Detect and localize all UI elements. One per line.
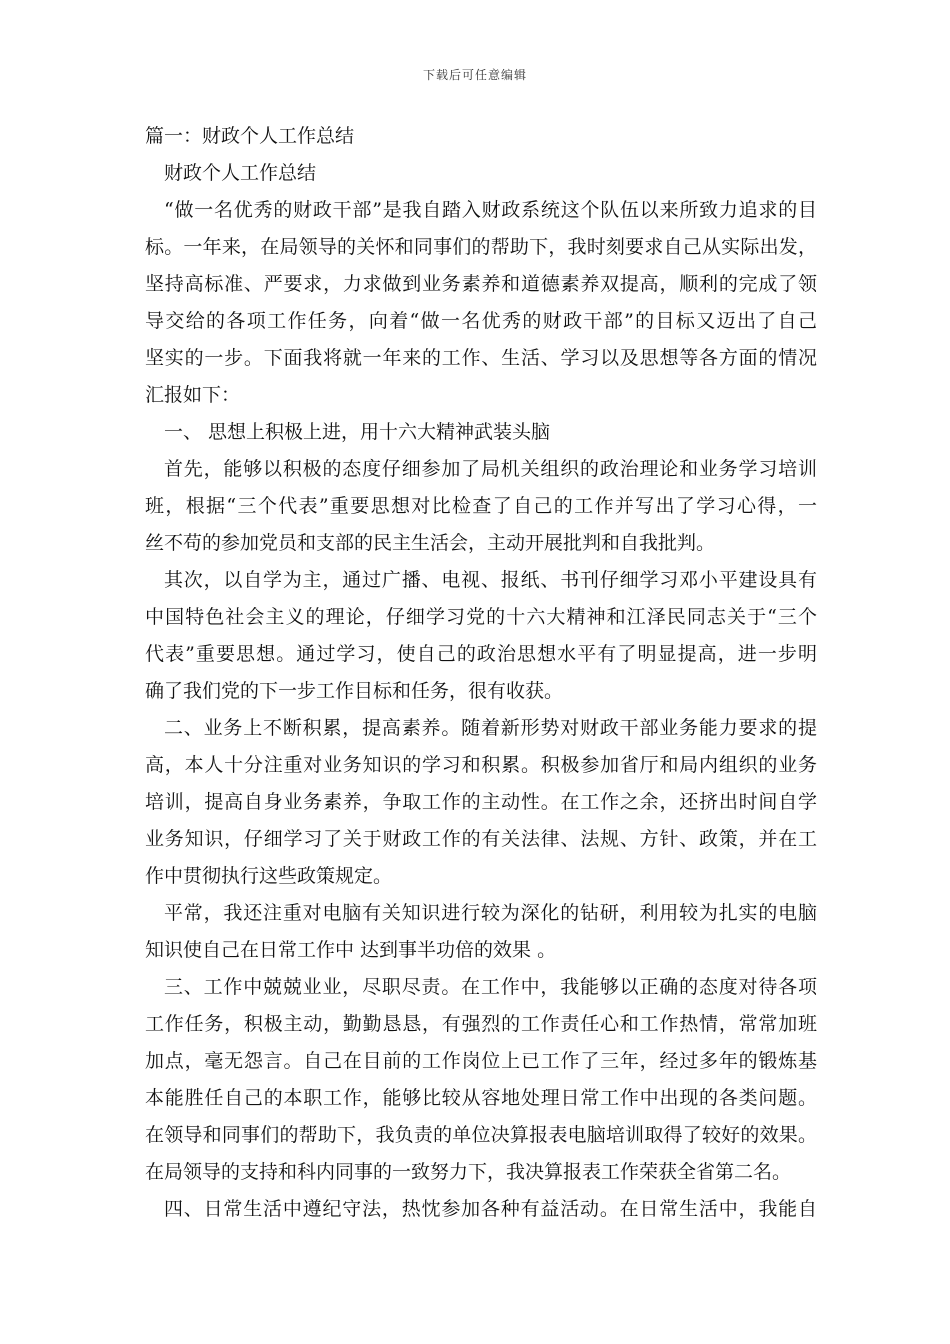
text-line: 首先，能够以积极的态度仔细参加了局机关组织的政治理论和业务学习培训 <box>164 458 817 480</box>
text-line: 四、日常生活中遵纪守法，热忱参加各种有益活动。在日常生活中，我能自 <box>164 1198 817 1220</box>
header-note: 下载后可任意编辑 <box>422 68 527 82</box>
text-line: 中国特色社会主义的理论，仔细学习党的十六大精神和江泽民同志关于“三个 <box>145 606 817 628</box>
text-line: 确了我们党的下一步工作目标和任务，很有收获。 <box>145 680 564 702</box>
text-line: 班，根据“三个代表”重要思想对比检查了自己的工作并写出了学习心得，一 <box>145 495 817 517</box>
text-line: 财政个人工作总结 <box>164 162 317 184</box>
text-line: 导交给的各项工作任务，向着“做一名优秀的财政干部”的目标又迈出了自己 <box>145 310 817 332</box>
text-line: 平常，我还注重对电脑有关知识进行较为深化的钻研，利用较为扎实的电脑 <box>164 902 817 924</box>
text-line: 代表”重要思想。通过学习，使自己的政治思想水平有了明显提高，进一步明 <box>145 643 817 665</box>
text-line: 一、 思想上积极上进，用十六大精神武装头脑 <box>164 421 551 443</box>
text-line: 三、工作中兢兢业业，尽职尽责。在工作中，我能够以正确的态度对待各项 <box>164 976 817 998</box>
text-line: 高，本人十分注重对业务知识的学习和积累。积极参加省厅和局内组织的业务 <box>145 754 817 776</box>
text-line: 标。一年来，在局领导的关怀和同事们的帮助下，我时刻要求自己从实际出发， <box>145 236 817 258</box>
text-line: 培训，提高自身业务素养，争取工作的主动性。在工作之余，还挤出时间自学 <box>145 791 817 813</box>
text-line: 本能胜任自己的本职工作，能够比较从容地处理日常工作中出现的各类问题。 <box>145 1087 817 1109</box>
document-body <box>145 118 817 1228</box>
text-line: 汇报如下： <box>145 384 241 406</box>
text-line: 其次，以自学为主，通过广播、电视、报纸、书刊仔细学习邓小平建设具有 <box>164 569 817 591</box>
text-line: 丝不苟的参加党员和支部的民主生活会，主动开展批判和自我批判。 <box>145 532 716 554</box>
text-line: 作中贯彻执行这些政策规定。 <box>145 865 393 887</box>
text-line: 工作任务，积极主动，勤勤恳恳，有强烈的工作责任心和工作热情，常常加班 <box>145 1013 817 1035</box>
text-line: 二、业务上不断积累，提高素养。随着新形势对财政干部业务能力要求的提 <box>164 717 817 739</box>
text-line: 在领导和同事们的帮助下，我负责的单位决算报表电脑培训取得了较好的效果。 <box>145 1124 817 1146</box>
text-line: 在局领导的支持和科内同事的一致努力下，我决算报表工作荣获全省第二名。 <box>145 1161 792 1183</box>
text-line: 业务知识，仔细学习了关于财政工作的有关法律、法规、方针、政策，并在工 <box>145 828 817 850</box>
text-line: 篇一：财政个人工作总结 <box>145 125 355 147</box>
text-line: 知识使自己在日常工作中 达到事半功倍的效果 。 <box>145 939 557 961</box>
text-line: 坚实的一步。下面我将就一年来的工作、生活、学习以及思想等各方面的情况 <box>145 347 817 369</box>
text-line: 坚持高标准、严要求，力求做到业务素养和道德素养双提高，顺利的完成了领 <box>145 273 817 295</box>
text-line: “做一名优秀的财政干部”是我自踏入财政系统这个队伍以来所致力追求的目 <box>164 199 817 221</box>
text-line: 加点，毫无怨言。自己在目前的工作岗位上已工作了三年，经过多年的锻炼基 <box>145 1050 817 1072</box>
